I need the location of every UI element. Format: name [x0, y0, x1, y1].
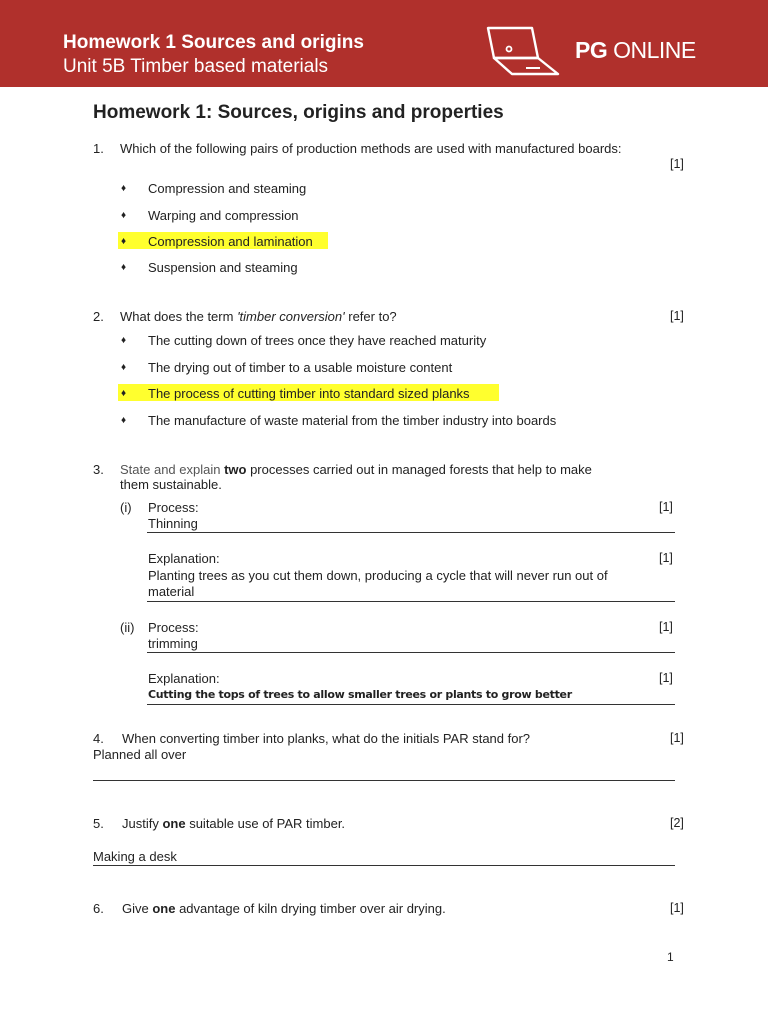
q6-text-a: Give	[122, 901, 153, 916]
q2-text	[120, 309, 397, 324]
q3-i-explanation-answer-1: Planting trees as you cut them down, producing a cycle that will never run out of	[148, 568, 608, 583]
answer-line	[147, 601, 675, 602]
diamond-bullet-icon: ♦	[121, 362, 127, 373]
diamond-bullet-icon: ♦	[121, 236, 127, 247]
q3-i-explanation-mark: [1]	[659, 551, 673, 565]
q3-line2: them sustainable.	[120, 477, 222, 492]
q2-number: 2.	[93, 309, 104, 324]
q4-text: When converting timber into planks, what do the initials PAR stand for?	[122, 731, 531, 746]
q3-i-label: (i)	[120, 500, 132, 515]
q3-ii-process-mark: [1]	[659, 620, 673, 634]
q5-text	[122, 816, 345, 831]
answer-line	[93, 780, 675, 781]
q6-text	[122, 901, 446, 916]
q6-mark: [1]	[670, 901, 684, 915]
q6-text-bold: one	[152, 901, 176, 916]
logo-text	[575, 37, 696, 64]
q5-text-a: Justify	[122, 816, 163, 831]
page-title: Homework 1: Sources, origins and properties	[93, 102, 504, 123]
q3-line1	[120, 462, 592, 477]
q5-answer: Making a desk	[93, 849, 177, 864]
q3-ii-explanation-label: Explanation:	[148, 671, 220, 686]
q3-i-process-answer: Thinning	[148, 516, 198, 531]
q3-number: 3.	[93, 462, 104, 477]
q3-i-explanation-label: Explanation:	[148, 551, 220, 566]
q3-ii-explanation-answer: Cutting the tops of trees to allow smaller trees or plants to grow better	[148, 688, 572, 701]
q2-option: The manufacture of waste material from the timber industry into boards	[148, 413, 557, 428]
q1-option: Warping and compression	[148, 208, 299, 223]
q3-ii-process-label: Process:	[148, 620, 199, 635]
q1-mark: [1]	[670, 157, 684, 171]
q2-option-highlighted: The process of cutting timber into standard sized planks	[148, 386, 470, 401]
q1-option: Suspension and steaming	[148, 260, 298, 275]
q4-mark: [1]	[670, 731, 684, 745]
q2-option: The drying out of timber to a usable moisture content	[148, 360, 453, 375]
header-band	[0, 0, 768, 87]
q2-term: 'timber conversion'	[237, 309, 345, 324]
q2-text-a: What does the term	[120, 309, 238, 324]
logo-online: ONLINE	[607, 37, 696, 63]
q2-mark: [1]	[670, 309, 684, 323]
q1-option-highlighted: Compression and lamination	[148, 234, 313, 249]
q1-text: Which of the following pairs of production methods are used with manufactured boards:	[120, 141, 622, 156]
diamond-bullet-icon: ♦	[121, 335, 127, 346]
q5-mark: [2]	[670, 816, 684, 830]
page-number: 1	[667, 950, 674, 964]
q3-i-process-label: Process:	[148, 500, 199, 515]
q6-text-b: advantage of kiln drying timber over air drying.	[175, 901, 446, 916]
q6-number: 6.	[93, 901, 104, 916]
logo-bold: PG	[575, 37, 608, 63]
q1-number: 1.	[93, 141, 104, 156]
q3-line1-b: processes carried out in managed forests that help to make	[246, 462, 592, 477]
diamond-bullet-icon: ♦	[121, 415, 127, 426]
answer-line	[93, 865, 675, 866]
q1-option: Compression and steaming	[148, 181, 307, 196]
q5-number: 5.	[93, 816, 104, 831]
header-subtitle: Unit 5B Timber based materials	[63, 56, 329, 77]
q3-ii-explanation-mark: [1]	[659, 671, 673, 685]
laptop-logo-icon	[482, 24, 562, 80]
q5-text-bold: one	[162, 816, 186, 831]
q2-option: The cutting down of trees once they have reached maturity	[148, 333, 487, 348]
q4-answer: Planned all over	[93, 747, 187, 762]
diamond-bullet-icon: ♦	[121, 183, 127, 194]
diamond-bullet-icon: ♦	[121, 210, 127, 221]
q3-line1-a: State and explain	[120, 462, 225, 477]
header-title: Homework 1 Sources and origins	[63, 32, 364, 53]
diamond-bullet-icon: ♦	[121, 262, 127, 273]
answer-line	[147, 704, 675, 705]
q3-i-process-mark: [1]	[659, 500, 673, 514]
q4-number: 4.	[93, 731, 104, 746]
q3-ii-label: (ii)	[120, 620, 135, 635]
q3-line1-bold: two	[224, 462, 247, 477]
answer-line	[147, 532, 675, 533]
q2-text-b: refer to?	[344, 309, 397, 324]
q5-text-b: suitable use of PAR timber.	[185, 816, 346, 831]
q3-i-explanation-answer-2: material	[148, 584, 195, 599]
q3-ii-process-answer: trimming	[148, 636, 198, 651]
diamond-bullet-icon: ♦	[121, 388, 127, 399]
answer-line	[147, 652, 675, 653]
